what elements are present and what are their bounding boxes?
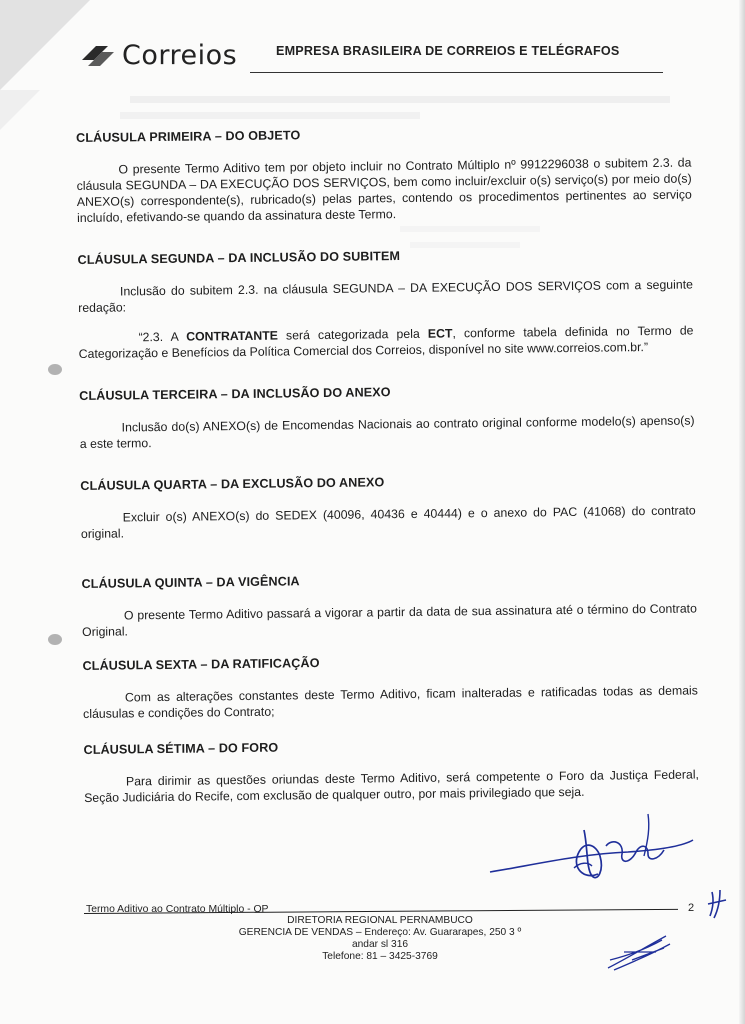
clause-4: [80, 470, 696, 542]
clause-title: CLÁUSULA PRIMEIRA – DO OBJETO: [76, 128, 301, 145]
clause-paragraph: Para dirimir as questões oriundas deste Termo Aditivo, será competente o Foro da Justiça Federal, Seção Judiciária do Recife, com exclusão de qualquer outro, por mais privilegiado que seja.: [84, 767, 700, 805]
clause-7: [83, 734, 699, 806]
footer-document-title: Termo Aditivo ao Contrato Múltiplo - OP: [86, 904, 269, 915]
clause-paragraph: O presente Termo Aditivo tem por objeto incluir no Contrato Múltiplo nº 9912296038 o subitem 2.3. da cláusula SEGUNDA – DA EXECUÇÃO DOS SERVIÇOS, bem como incluir/excluir o(s) serviço(s) por meio do(s) ANEXO(s) correspondente(s), rubricado(s) pelas partes, contendo os procedimentos pertinentes ao serviço incluído, efetivando-se quando da assinatura deste Termo.: [76, 155, 692, 225]
page-edge-shadow: [739, 0, 745, 1024]
correios-logo-icon: [78, 40, 118, 70]
clause-paragraph: Inclusão do(s) ANEXO(s) de Encomendas Nacionais ao contrato original conforme modelo(s) apenso(s) a este termo.: [79, 413, 695, 451]
clause-paragraph: Inclusão do subitem 2.3. na cláusula SEGUNDA – DA EXECUÇÃO DOS SERVIÇOS com a seguinte redação:: [78, 277, 694, 315]
punch-hole-bottom: [48, 634, 62, 645]
clause-5: [81, 568, 697, 640]
logo-wordmark: Correios: [122, 40, 238, 71]
clause-6: [82, 650, 698, 722]
clause-title: CLÁUSULA SEGUNDA – DA INCLUSÃO DO SUBITEM: [77, 249, 401, 267]
clause-2: [77, 244, 693, 362]
clause-quote: [78, 322, 693, 362]
clause-1: [76, 122, 692, 226]
clause-paragraph: O presente Termo Aditivo passará a vigorar a partir da data de sua assinatura até o término do Contrato Original.: [82, 601, 697, 639]
header-rule: [250, 72, 663, 73]
footer-line-2: GERENCIA DE VENDAS – Endereço: Av. Guararapes, 250 3 º andar sl 316: [238, 927, 522, 950]
letterhead: [72, 30, 672, 80]
page-number: 2: [688, 902, 695, 914]
clause-paragraph: Excluir o(s) ANEXO(s) do SEDEX (40096, 40436 e 40444) e o anexo do PAC (41068) do contrato original.: [80, 503, 696, 541]
initials-mark: [706, 888, 730, 920]
quote-bold-ect: ECT: [427, 326, 453, 341]
rubric-scribble: [604, 930, 674, 974]
punch-hole-top: [48, 364, 62, 375]
folded-corner-shadow: [0, 90, 40, 130]
clause-3: [79, 380, 695, 452]
quote-bold-contratante: CONTRATANTE: [186, 328, 279, 344]
document-body: [76, 122, 700, 831]
quote-text: “2.3. A: [138, 329, 187, 345]
clause-title: CLÁUSULA TERCEIRA – DA INCLUSÃO DO ANEXO: [79, 385, 391, 403]
correios-logo: [72, 34, 242, 74]
clause-title: CLÁUSULA QUARTA – DA EXCLUSÃO DO ANEXO: [80, 475, 385, 493]
clause-title: CLÁUSULA QUINTA – DA VIGÊNCIA: [81, 574, 300, 591]
clause-title: CLÁUSULA SÉTIMA – DO FORO: [83, 740, 279, 757]
footer-line-1: DIRETORIA REGIONAL PERNAMBUCO: [287, 915, 473, 926]
handwritten-signature: [488, 810, 698, 890]
footer-address: [230, 915, 530, 963]
clause-title: CLÁUSULA SEXTA – DA RATIFICAÇÃO: [82, 656, 320, 673]
quote-text: será categorizada pela: [277, 326, 428, 343]
company-name: EMPRESA BRASILEIRA DE CORREIOS E TELÉGRAFOS: [276, 44, 620, 58]
quote-text: , conforme tabela definida no Termo de Categorização e Benefícios da Política Comercial dos Correios, disponível no site www.correios.com.br.”: [78, 323, 694, 361]
clause-paragraph: Com as alterações constantes deste Termo Aditivo, ficam inalteradas e ratificadas todas as demais cláusulas e condições do Contrato;: [83, 683, 698, 721]
footer-line-3: Telefone: 81 – 3425-3769: [322, 951, 438, 962]
